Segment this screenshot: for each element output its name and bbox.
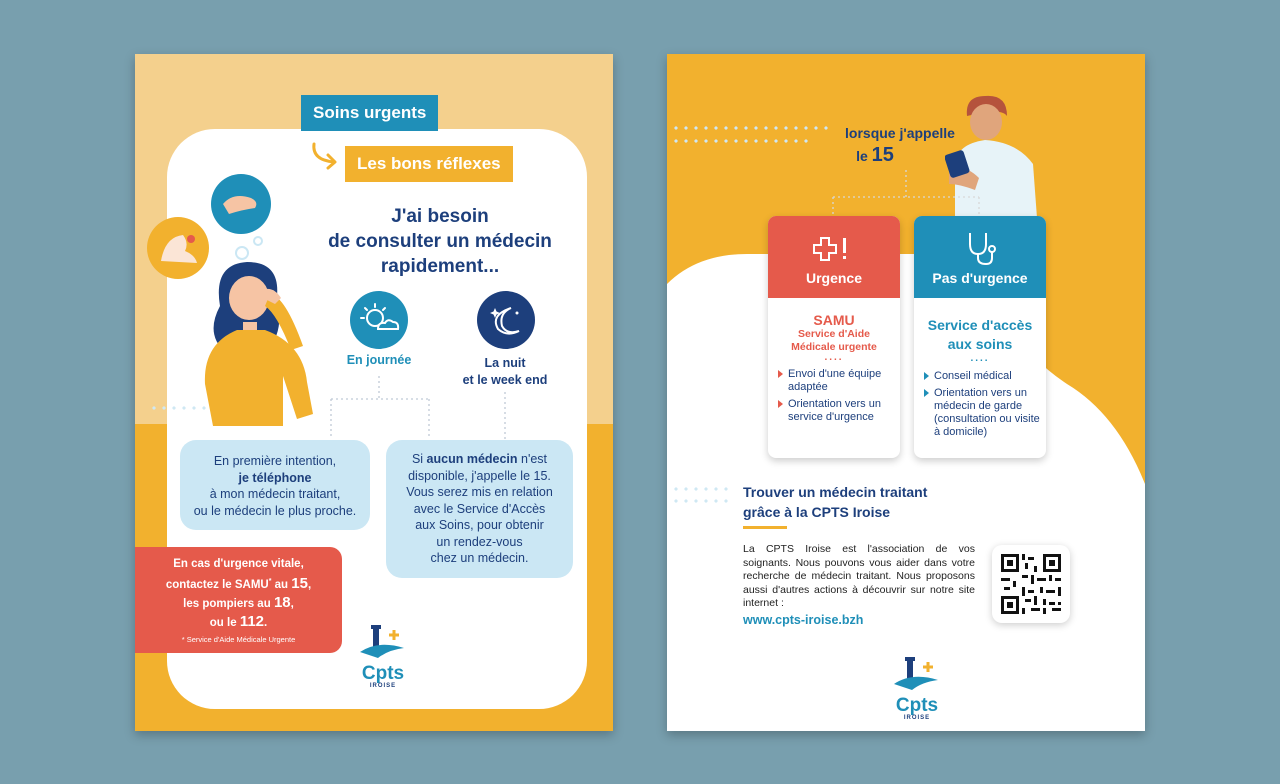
emergency-samu: contactez le SAMU xyxy=(165,578,269,591)
website-link[interactable]: www.cpts-iroise.bzh xyxy=(743,613,864,627)
emergency-box xyxy=(135,547,342,653)
bubble2-line-1a: Si xyxy=(411,452,427,466)
tag-soins-urgents: Soins urgents xyxy=(301,95,438,131)
find-title-line-2: grâce à la CPTS Iroise xyxy=(743,504,891,520)
title-underline xyxy=(743,526,787,529)
emergency-112: 112 xyxy=(239,612,265,630)
samu-full-1: Service d'Aide xyxy=(798,328,870,340)
bubble2-line-1c: n'est xyxy=(517,452,548,466)
bubble2-line-7: chez un médecin. xyxy=(430,551,529,565)
bubble1-line-2: je téléphone xyxy=(238,470,312,485)
emergency-line-1: En cas d'urgence vitale, xyxy=(173,558,304,570)
cpts-logo xyxy=(353,622,413,689)
pas-urgence-bullet-1: Conseil médical xyxy=(924,370,1040,383)
qr-code-icon[interactable] xyxy=(992,545,1070,623)
pas-urgence-title: Pas d'urgence xyxy=(932,270,1028,286)
day-label: En journée xyxy=(346,353,412,367)
headline-line-1: J'ai besoin xyxy=(391,206,489,227)
urgence-card-header xyxy=(768,216,900,298)
headline-line-2: de consulter un médecin xyxy=(328,231,552,252)
pas-urgence-bullets xyxy=(914,364,1046,439)
call-15: 15 xyxy=(871,144,894,166)
emergency-18: 18 xyxy=(273,593,291,611)
cpts-logo xyxy=(887,654,947,721)
headline-line-3: rapidement... xyxy=(380,256,500,277)
find-doctor-title xyxy=(743,482,1003,522)
connector-lines xyxy=(667,54,1145,731)
samu-block xyxy=(768,312,900,362)
bubble1-line-1: En première intention, xyxy=(213,454,337,468)
logo-name: Cpts xyxy=(361,663,405,684)
urgence-bullet-1: Envoi d'une équipe adaptée xyxy=(778,368,894,394)
emergency-ou: ou le xyxy=(209,616,240,629)
urgence-bullet-2: Orientation vers un service d'urgence xyxy=(778,398,894,424)
bubble2-line-1b: aucun médecin xyxy=(426,452,518,466)
samu-full-2: Médicale urgente xyxy=(791,341,877,353)
bubble1-line-4: ou le médecin le plus proche. xyxy=(193,503,357,518)
no-doctor-bubble xyxy=(386,440,573,578)
bubble2-line-5: aux Soins, pour obtenir xyxy=(415,518,544,532)
bubble2-line-2: disponible, j'appelle le 15. xyxy=(408,468,551,483)
bubble1-line-3: à mon médecin traitant, xyxy=(209,487,341,501)
logo-sub: IROISE xyxy=(369,683,397,689)
medical-cross-icon xyxy=(812,236,856,266)
bubble2-line-1 xyxy=(386,451,573,468)
emergency-line-3: les pompiers au 18, xyxy=(183,593,294,611)
emergency-15: 15 xyxy=(291,574,308,592)
emergency-line-4: ou le 112. xyxy=(209,612,268,630)
emergency-line-2: contactez le SAMU* au 15, xyxy=(165,574,312,592)
logo-sub: IROISE xyxy=(903,715,931,721)
call-line-1: lorsque j'appelle xyxy=(845,125,955,141)
cpts-description: La CPTS Iroise est l'association de vos soignants. Nous pouvons vous aider dans votre recherche de médecin traitant. Nous proposons aussi d'autres actions à découvrir sur notre site internet : xyxy=(743,543,975,609)
samu-title: SAMU xyxy=(813,312,855,328)
emergency-pompiers: les pompiers au xyxy=(183,597,274,610)
bubble2-line-4: avec le Service d'Accès xyxy=(413,501,546,516)
find-title-line-1: Trouver un médecin traitant xyxy=(743,484,928,500)
logo-name: Cpts xyxy=(895,695,939,716)
pas-urgence-card-header xyxy=(914,216,1046,298)
emergency-asterisk: * xyxy=(268,578,272,585)
dotted-line xyxy=(671,499,731,503)
dotted-line xyxy=(671,487,731,491)
left-flyer xyxy=(135,54,613,731)
night-label-line-2: et le week end xyxy=(462,373,548,387)
night-label-line-1: La nuit xyxy=(484,356,526,370)
lighthouse-logo-icon xyxy=(892,654,942,692)
service-block xyxy=(914,316,1046,364)
bubble2-line-6: un rendez-vous xyxy=(436,534,523,549)
pas-urgence-bullet-2: Orientation vers un médecin de garde (consultation ou visite à domicile) xyxy=(924,387,1040,439)
urgence-title: Urgence xyxy=(805,270,863,286)
service-line-2: aux soins xyxy=(947,336,1013,352)
urgence-bullets xyxy=(768,362,900,424)
lighthouse-logo-icon xyxy=(358,622,408,660)
tag-bons-reflexes: Les bons réflexes xyxy=(345,146,513,182)
urgence-card xyxy=(768,216,900,458)
pas-urgence-card xyxy=(914,216,1046,458)
first-intention-bubble xyxy=(180,440,370,530)
service-separator: .... xyxy=(970,353,990,364)
service-line-1: Service d'accès xyxy=(927,317,1033,333)
bubble2-line-3: Vous serez mis en relation xyxy=(406,485,553,499)
stethoscope-icon xyxy=(964,230,998,266)
emergency-au: au xyxy=(271,578,292,591)
emergency-footnote: * Service d'Aide Médicale Urgente xyxy=(181,634,296,644)
call-le: le xyxy=(856,148,872,164)
qr-code-card xyxy=(992,545,1070,623)
samu-separator: .... xyxy=(824,352,844,363)
right-flyer xyxy=(667,54,1145,731)
